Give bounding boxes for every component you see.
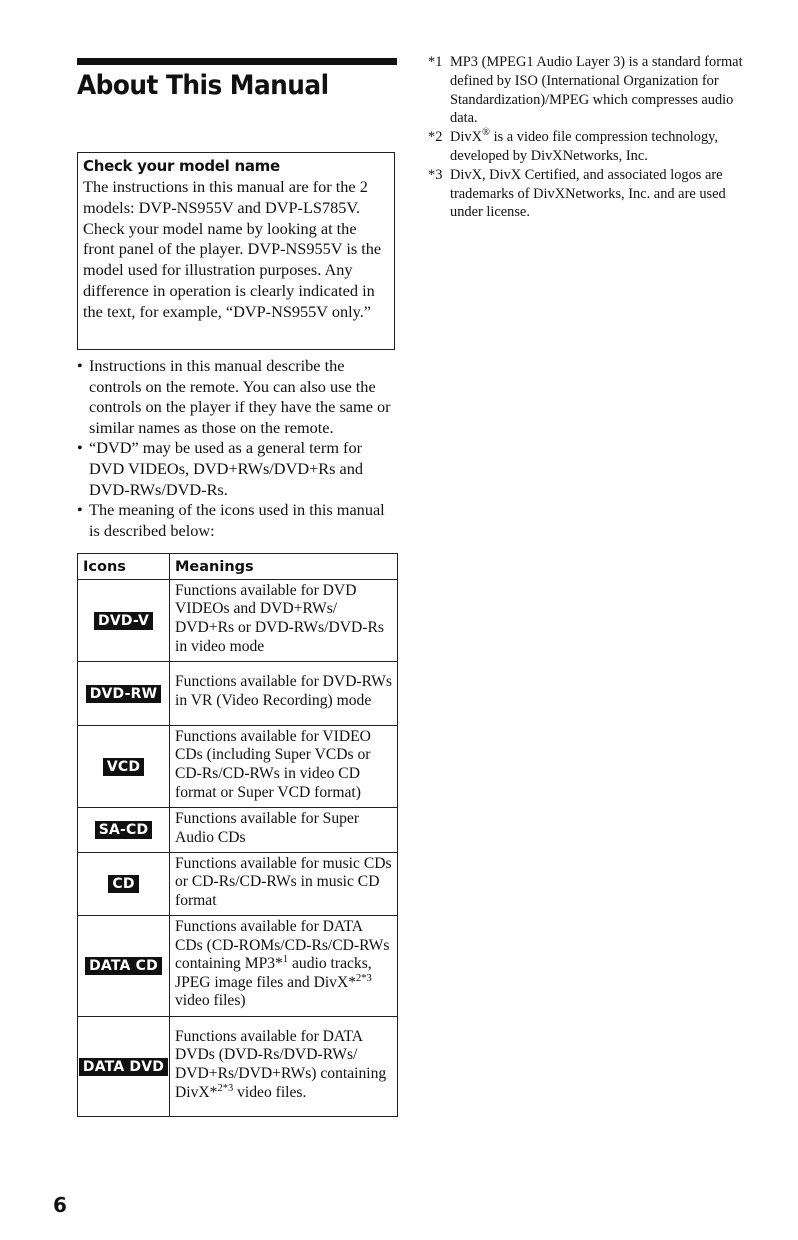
model-box-heading: Check your model name [83,157,280,175]
footnote-marker: *1 [428,54,443,70]
table-row [78,726,398,808]
table-header-row [78,554,398,580]
dvd-rw-icon: DVD-RW [86,685,162,703]
meanings-column-header: Meanings [170,554,398,580]
cd-icon: CD [108,875,138,893]
model-name-box [77,152,395,350]
dvd-v-icon: DVD-V [94,612,153,630]
model-box-text: The instructions in this manual are for the 2 models: DVP-NS955V and DVP-LS785V. Check your model name by looking at the front panel of the player. DVP-NS955V is the model used for illustration purposes. Any difference in operation is clearly indicated in the text, for example, “DVP-NS955V only.” [83,177,382,321]
sa-cd-icon: SA-CD [95,821,153,839]
data-dvd-icon: DATA DVD [79,1058,168,1076]
list-item: • “DVD” may be used as a general term for DVD VIDEOs, DVD+RWs/DVD+Rs and DVD-RWs/DVD-Rs. [77,438,364,499]
bullet-icon: • [77,356,83,375]
meaning-cell: Functions available for music CDs or CD-Rs/CD-RWs in music CD format [170,853,398,916]
footnote: *2 DivX® is a video file compression technology, developed by DivXNetworks, Inc. [428,127,719,164]
meaning-cell: Functions available for DVD VIDEOs and DVD+RWs/ DVD+Rs or DVD-RWs/DVD-Rs in video mode [170,580,398,662]
table-row [78,916,398,1017]
table-row [78,662,398,726]
list-item: • The meaning of the icons used in this manual is described below: [77,500,385,540]
footnote-marker: *3 [428,166,443,183]
icon-meaning-table [77,553,398,1117]
table-row [78,853,398,916]
meaning-cell: Functions available for DATA DVDs (DVD-Rs/DVD-RWs/ DVD+Rs/DVD+RWs) containing DivX*$^{2*3}$ video files. [170,1017,398,1117]
title-rule [77,58,397,65]
footnote: *1 MP3 (MPEG1 Audio Layer 3) is a standard format defined by ISO (International Organization for Standardization)/MPEG which compresses audio data. [428,54,743,127]
table-row [78,580,398,662]
page-number: 6 [53,1193,67,1217]
vcd-icon: VCD [103,758,144,776]
registered-mark: ® [481,127,490,139]
list-item: • Instructions in this manual describe the controls on the remote. You can also use the controls on the player if they have the same or similar names as those on the remote. [77,356,391,437]
footnote: *3 DivX, DivX Certified, and associated logos are trademarks of DivXNetworks, Inc. and are used under license. [428,166,726,221]
meaning-cell: Functions available for DATA CDs (CD-ROMs/CD-Rs/CD-RWs containing MP3*$^1$ audio tracks, JPEG image files and DivX*$^{2*3}$ video files) [170,916,398,1017]
page-title: About This Manual [77,70,329,101]
table-row [78,808,398,853]
bullet-icon: • [77,500,83,520]
meaning-cell: Functions available for DVD-RWs in VR (Video Recording) mode [170,662,398,726]
icons-column-header: Icons [78,554,170,580]
footnote-list [428,53,758,222]
bullet-icon: • [77,438,83,458]
data-cd-icon: DATA CD [85,957,162,975]
meaning-cell: Functions available for Super Audio CDs [170,808,398,853]
footnote-marker: *2 [428,129,443,146]
table-row [78,1017,398,1117]
meaning-cell: Functions available for VIDEO CDs (including Super VCDs or CD-Rs/CD-RWs in video CD format or Super VCD format) [170,726,398,808]
bullet-list [77,356,397,541]
